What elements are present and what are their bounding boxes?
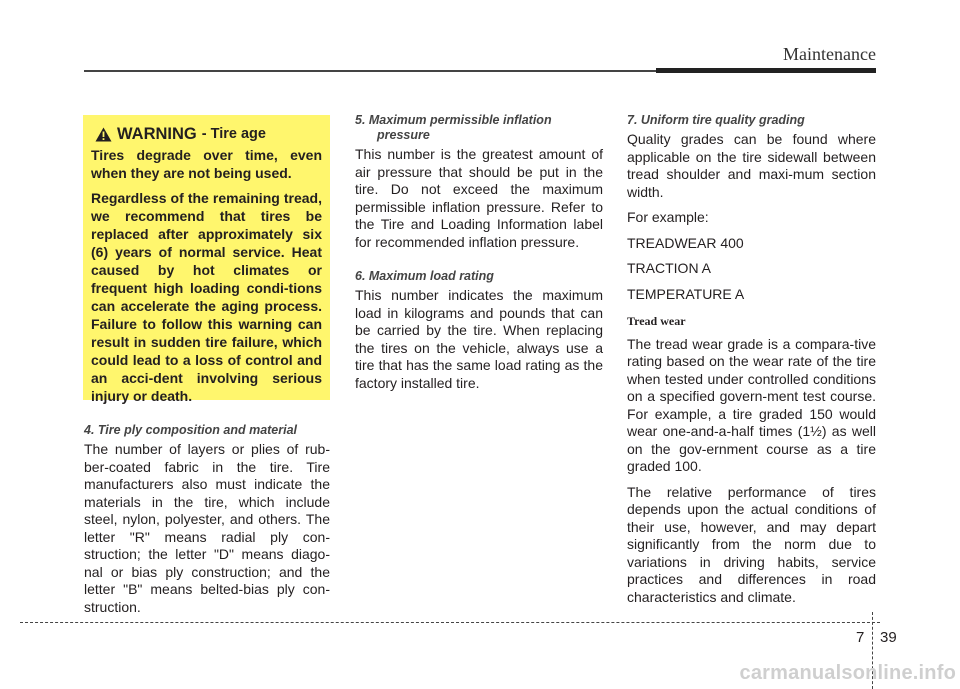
watermark: carmanualsonline.info xyxy=(739,662,956,684)
column-3 xyxy=(627,113,876,614)
example-intro: For example: xyxy=(627,209,709,225)
tread-wear-body: The relative performance of tires depends upon the actual conditions of their use, however, and may depart significantly from the norm due to variations in driving habits, service practices and differences in road characteristics and climate. xyxy=(627,483,876,605)
example-treadwear: TREADWEAR 400 xyxy=(627,234,744,251)
tread-wear-body: The tread wear grade is a compara-tive rating based on the wear rate of the tire when tested under controlled conditions on a specified govern-ment test course. For example, a tire graded 150 would wear one-and-a-half times (1½) as well on the gov-ernment course as a tire graded 100. xyxy=(627,335,876,474)
section-6-title: 6. Maximum load rating xyxy=(355,269,494,283)
warning-subtitle: - Tire age xyxy=(201,126,266,142)
section-5-body: This number is the greatest amount of air pressure that should be put in the tire. Do not exceed the maximum permissible inflation pressure. Refer to the Tire and Loading Information label for recommended inflation pressure. xyxy=(355,146,603,250)
header-rule xyxy=(84,70,656,72)
section-7-title: 7. Uniform tire quality grading xyxy=(627,113,805,127)
warning-paragraph: Regardless of the remaining tread, we recommend that tires be replaced after approximately six (6) years of normal service. Heat caused by hot climates or frequent high loading condi-tions can accelerate the aging process. Failure to follow this warning can result in sudden tire failure, which could lead to a loss of control and an acci-dent involving serious injury or death. xyxy=(91,190,322,404)
column-2 xyxy=(355,113,603,400)
section-5-title-line2: pressure xyxy=(377,128,430,142)
warning-paragraph: Tires degrade over time, even when they are not being used. xyxy=(91,147,322,181)
chapter-number: 7 xyxy=(856,629,865,646)
column-1 xyxy=(84,423,330,624)
section-5-title-line1: 5. Maximum permissible inflation xyxy=(355,113,552,127)
example-traction: TRACTION A xyxy=(627,260,712,276)
page-number: 39 xyxy=(880,629,897,646)
warning-triangle-icon xyxy=(95,127,112,142)
section-5-title xyxy=(355,113,603,143)
warning-heading xyxy=(95,125,322,143)
section-title: Maintenance xyxy=(783,44,876,64)
section-4-body: The number of layers or plies of rub-ber-coated fabric in the tire. Tire manufacturers also must indicate the materials in the tire, which include steel, nylon, polyester, and others. The letter "R" means radial ply con-struction; the letter "D" means diago-nal or bias ply construction; and the letter "B" means belted-bias ply con-struction. xyxy=(84,441,330,615)
warning-label: WARNING xyxy=(117,125,197,143)
tread-wear-heading: Tread wear xyxy=(627,314,686,328)
section-7-body: Quality grades can be found where applicable on the tire sidewall between tread shoulder and maxi-mum section width. xyxy=(627,131,876,200)
header-rule-accent xyxy=(656,68,876,73)
section-6-body: This number indicates the maximum load in kilograms and pounds that can be carried by the tire. When replacing the tires on the vehicle, always use a tire that has the same load rating as the factory installed tire. xyxy=(355,287,603,391)
warning-box xyxy=(83,115,330,404)
section-4-title: 4. Tire ply composition and material xyxy=(84,423,298,437)
example-temperature: TEMPERATURE A xyxy=(627,285,745,302)
footer-rule xyxy=(20,622,880,623)
